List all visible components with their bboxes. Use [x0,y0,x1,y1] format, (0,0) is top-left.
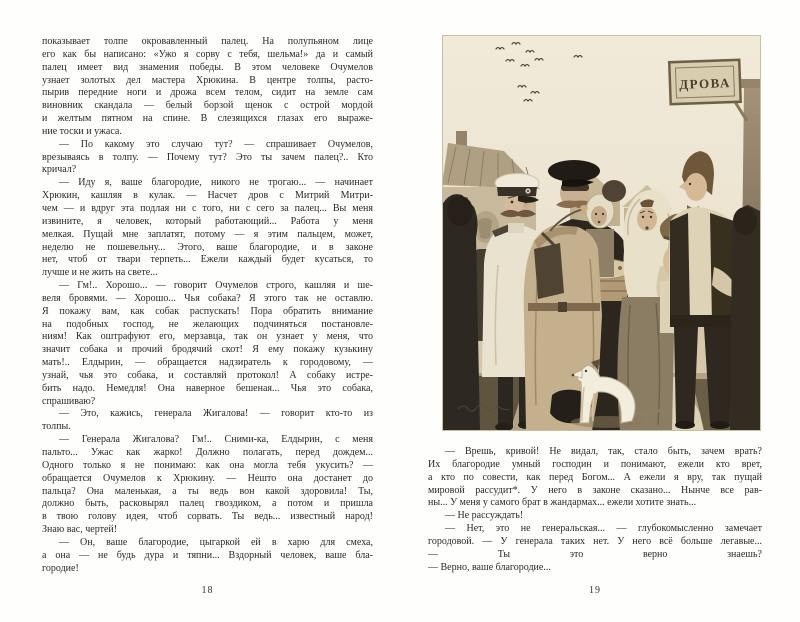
text-line: пальто... Ужас как жарко! Должно полагать, перед дождем... [42,447,373,458]
dark-figure-right [730,205,760,431]
text-line: а кто по совести, как перед Богом... А ежели я вру, так пущай [428,471,762,483]
right-page-text [428,446,762,574]
text-line: Я покажу вам, как собак распускать! Пора обратить внимание [42,305,373,317]
text-line: Одного только я не понимаю: как она могла тебя укусить? — [42,459,373,471]
text-line: — Ты это верно знаешь? [428,548,762,560]
text-line: бить надо. Немедля! Она наверное бешеная... Чья это собака, [42,382,373,394]
text-line: городовой. — У генерала таких нет. У него всё больше легавые... [428,535,762,547]
text-line: чем — и вдруг эта подлая ни с того, ни с сего за палец... Вы меня [42,202,373,214]
text-line: Знаю вас, чертей! [42,524,118,536]
text-line: на подобных господ, не желающих подчиняться постановле- [42,318,373,330]
text-line: толпы. [42,421,71,433]
illustration [442,35,761,431]
text-line: — Врешь, кривой! Не видал, так, стало быть, зачем врать? [445,446,762,457]
text-line: кричал? [42,164,77,176]
text-line: — Он, ваше благородие, цыгаркой ей в харю для смеха, [59,536,373,548]
firewood-sign [669,60,740,104]
text-line: — Иду я, ваше благородие, никого не трогаю... — начинает [59,177,373,189]
text-line: — Гм!.. Хорошо... — говорит Очумелов строго, кашляя и ше- [59,280,373,292]
text-line: в твою голову идея, чтоб сорвать. Ты ведь... известный народ! [42,511,373,523]
text-line: узнай, чья это собака, и составляй протокол! А собаку истре- [42,369,373,381]
left-page-text [42,36,373,575]
chameleon-scene-illustration [442,35,761,431]
text-line: городие! [42,562,79,574]
text-line: — Это, кажись, генерала Жигалова! — говорит кто-то из [59,408,373,420]
left-page-number: 18 [201,585,214,596]
text-line: узнает золотых дел мастера Хрюкина. В центре толпы, расто- [42,74,373,86]
text-line: — Генерала Жигалова? Гм!.. Сними-ка, Елдырин, с меня [59,434,373,446]
text-line: пальца? Она маленькая, а ты ведь вон какой здоровила! Ты, [42,485,373,497]
text-line: показывает толпе окровавленный палец. На полупьяном лице [42,36,373,47]
text-line: неделю не пошевельну... Этого, ваше благородие, и в законе [42,241,373,253]
text-line: пырив передние ноги и дрожа всем телом, сидит на земле сам [42,87,373,99]
text-line: Хрюкин, кашляя в кулак. — Насчет дров с Митрий Митри- [42,190,373,202]
text-line: его как бы написано: «Ужо я сорву с тебя, шельма!» да и самый [42,48,373,60]
text-line: значит собака и прочий бродячий скот! Я ему покажу кузькину [42,344,373,356]
text-line: извините, я человек, который работающий... Работа у меня [42,215,373,227]
text-line: палец имеет вид знамения победы. В этом человеке Очумелов [42,61,373,73]
text-line: — Не рассуждать! [445,510,524,522]
text-line: и желтым пятном на спине. В слезящихся глазах его выраже- [42,113,373,125]
capped-bystander-head [602,180,626,202]
text-line: должно быть, расковырял палец гвоздиком, а потом и пришла [42,498,373,510]
text-line: лучше и не жить на свете... [42,267,158,279]
text-line: мелкая. Пущай мне заплатят, потому — я этим пальцем, может, [42,228,373,240]
text-line: обращается Очумелов к Хрюкину. — Нешто она достанет до [42,472,373,484]
text-line: ниям! Как оштрафуют его, мерзавца, так он узнает у меня, что [42,331,373,343]
text-line: мировой рассудит*. У него в законе сказано... Нынче все рав- [428,484,762,496]
dark-figure-left [442,194,480,431]
right-page-number: 19 [589,585,601,596]
text-line: ны... У меня у самого брат в жандармах... ежели хотите знать... [428,497,697,509]
text-line: ние тоски и ужаса. [42,125,122,137]
text-line: — Верно, ваше благородие... [428,561,551,573]
text-line: — Нет, это не генеральская... — глубокомысленно замечает [445,523,762,535]
text-line: нет, чтоб от твари терпеть... Ежели каждый будет кусаться, то [42,254,373,266]
text-line: мать!.. Елдырин, — обращается надзиратель к городовому, — [42,357,373,369]
text-line: а она — не будь дура и тяпни... Вздорный человек, ваше бла- [42,549,373,561]
text-line: Их благородие умный господин и понимают, ежели кто врет, [428,458,762,470]
text-line: врезываясь в толпу. — Почему тут? Это ты зачем палец?.. Кто [42,151,373,163]
firewood-sign-text: ДРОВА [678,75,732,92]
text-line: виновник скандала — белый борзой щенок с острой мордой [42,100,373,112]
text-line: веля бровями. — Хорошо... Чья собака? Я этого так не оставлю. [42,292,373,304]
text-line: спрашиваю? [42,395,96,407]
text-line: — По какому это случаю тут? — спрашивает Очумелов, [59,138,373,150]
